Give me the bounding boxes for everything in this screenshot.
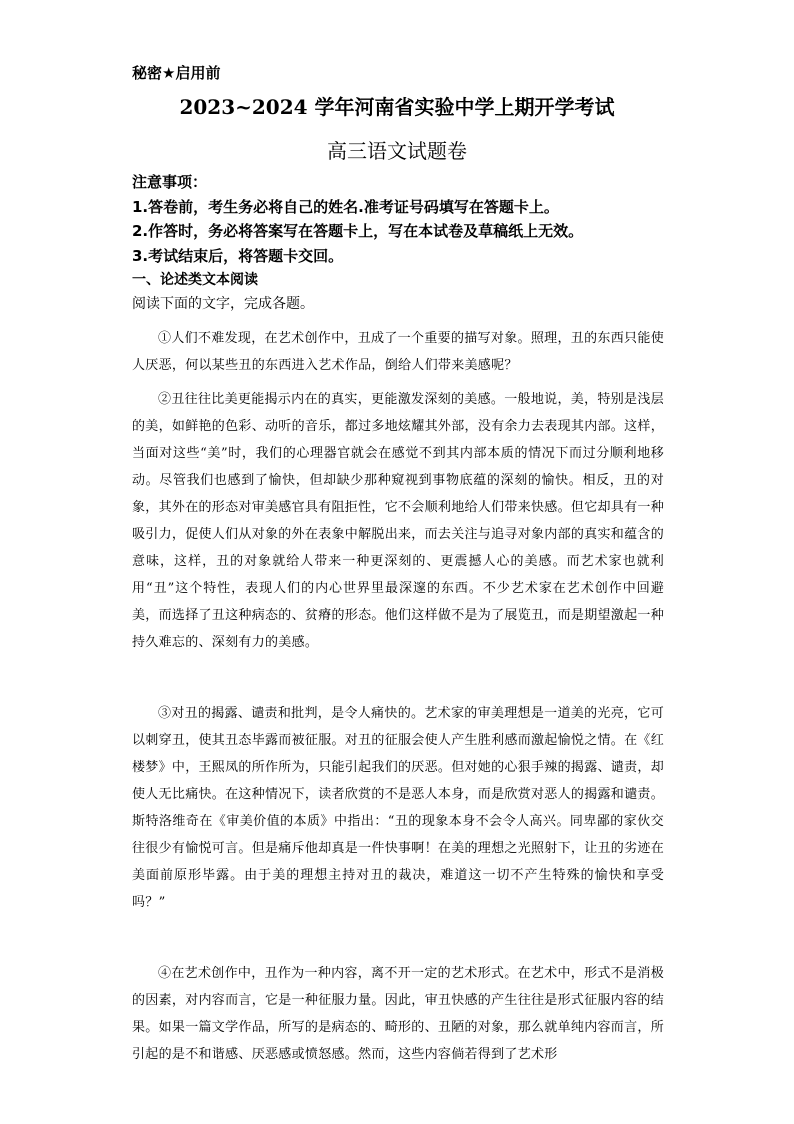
passage-paragraph-3 (132, 700, 664, 916)
paragraph-text: ②丑往往比美更能揭示内在的真实，更能激发深刻的美感。一般地说，美，特别是浅层的美，如鲜艳的色彩、动听的音乐，都过多地炫耀其外部，没有余力去表现其内部。这样，当面对这些“美”时，我们的心理器官就会在感觉不到其内部本质的情况下而过分顺利地移动。尽管我们也感到了愉快，但却缺少那种窥视到事物底蕴的深刻的愉快。相反，丑的对象，其外在的形态对审美感官具有阻拒性，它不会顺利地给人们带来快感。但它却具有一种吸引力，促使人们从对象的外在表象中解脱出来，而去关注与追寻对象内部的真实和蕴含的意味，这样，丑的对象就给人带来一种更深刻的、更震撼人心的美感。而艺术家也就利用“丑”这个特性，表现人们的内心世界里最深邃的东西。不少艺术家在艺术创作中回避美，而选择了丑这种病态的、贫瘠的形态。他们这样做不是为了展览丑，而是期望激起一种持久难忘的、深刻有力的美感。 (132, 392, 665, 650)
passage-paragraph-1 (132, 325, 664, 379)
exam-subtitle: 高三语文试题卷 (327, 139, 467, 163)
section-instruction: 阅读下面的文字，完成各题。 (132, 296, 314, 312)
exam-title: 2023~2024 学年河南省实验中学上期开学考试 (179, 95, 615, 119)
paragraph-text: ④在艺术创作中，丑作为一种内容，离不开一定的艺术形式。在艺术中，形式不是消极的因素，对内容而言，它是一种征服力量。因此，审丑快感的产生往往是形式征服内容的结果。如果一篇文学作品，所写的是病态的、畸形的、丑陋的对象，那么就单纯内容而言，所引起的是不和谐感、厌恶感或愤怒感。然而，这些内容倘若得到了艺术形 (132, 966, 665, 1062)
notice-heading: 注意事项： (132, 173, 208, 191)
paragraph-text: ①人们不难发现，在艺术创作中，丑成了一个重要的描写对象。照理，丑的东西只能使人厌恶，何以某些丑的东西进入艺术作品，倒给人们带来美感呢？ (132, 331, 664, 373)
notice-item-3: 3.考试结束后，将答题卡交回。 (132, 247, 344, 265)
secret-label: 秘密★启用前 (132, 64, 221, 82)
passage-paragraph-4 (132, 960, 664, 1068)
section-title: 一、论述类文本阅读 (132, 272, 258, 288)
paragraph-text: ③对丑的揭露、谴责和批判，是令人痛快的。艺术家的审美理想是一道美的光亮，它可以刺穿丑，使其丑态毕露而被征服。对丑的征服会使人产生胜利感而激起愉悦之情。在《红楼梦》中，王熙凤的所作所为，只能引起我们的厌恶。但对她的心狠手辣的揭露、谴责，却使人无比痛快。在这种情况下，读者欣赏的不是恶人本身，而是欣赏对恶人的揭露和谴责。斯特洛维奇在《审美价值的本质》中指出：“丑的现象本身不会令人高兴。同卑鄙的家伙交往很少有愉悦可言。但是痛斥他却真是一件快事啊！在美的理想之光照射下，让丑的劣迹在美面前原形毕露。由于美的理想主持对丑的裁决，难道这一切不产生特殊的愉快和享受吗？” (132, 706, 665, 910)
notice-item-1: 1.答卷前，考生务必将自己的姓名.准考证号码填写在答题卡上。 (132, 198, 559, 216)
notice-item-2: 2.作答时，务必将答案写在答题卡上，写在本试卷及草稿纸上无效。 (132, 222, 584, 240)
passage-paragraph-2 (132, 386, 664, 656)
